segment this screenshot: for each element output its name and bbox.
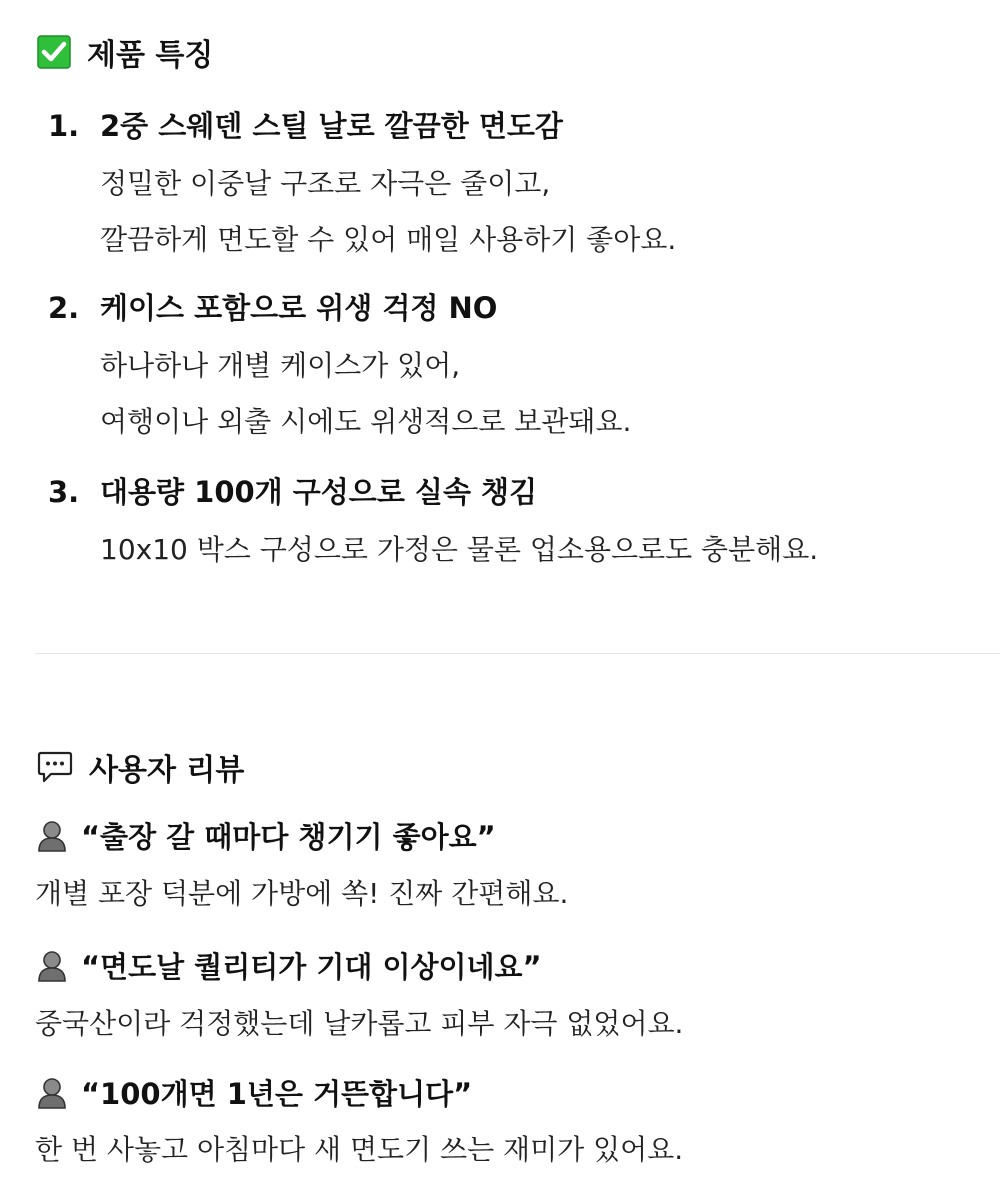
feature-item-2-title bbox=[48, 286, 497, 327]
feature-item-2-number: 2. bbox=[48, 291, 80, 325]
person-silhouette-icon bbox=[37, 950, 67, 982]
review-item-2-title-text: “면도날 퀄리티가 기대 이상이네요” bbox=[81, 950, 542, 984]
feature-item-2-line-1: 하나하나 개별 케이스가 있어, bbox=[100, 349, 461, 382]
review-item-3-title-text: “100개면 1년은 거뜬합니다” bbox=[81, 1077, 473, 1111]
review-item-2-body: 중국산이라 걱정했는데 날카롭고 피부 자극 없었어요. bbox=[35, 1007, 684, 1040]
person-silhouette-icon bbox=[37, 1077, 67, 1109]
review-item-1-title-text: “출장 갈 때마다 챙기기 좋아요” bbox=[81, 820, 496, 854]
feature-item-1-number: 1. bbox=[48, 109, 80, 143]
reviews-heading-label: 사용자 리뷰 bbox=[89, 753, 245, 788]
feature-item-3-title bbox=[48, 470, 537, 511]
review-item-3-title bbox=[37, 1072, 472, 1113]
feature-item-2-title-text: 케이스 포함으로 위생 걱정 NO bbox=[100, 291, 498, 325]
review-item-2-title bbox=[37, 945, 542, 986]
speech-bubble-icon bbox=[37, 750, 73, 784]
feature-item-1-title-text: 2중 스웨덴 스틸 날로 깔끔한 면도감 bbox=[100, 109, 563, 143]
person-silhouette-icon bbox=[37, 820, 67, 852]
review-item-1-title bbox=[37, 815, 496, 856]
feature-item-1-line-2: 깔끔하게 면도할 수 있어 매일 사용하기 좋아요. bbox=[100, 223, 677, 256]
feature-item-3-title-text: 대용량 100개 구성으로 실속 챙김 bbox=[100, 475, 538, 509]
feature-item-3-line-1: 10x10 박스 구성으로 가정은 물론 업소용으로도 충분해요. bbox=[100, 533, 819, 566]
section-divider bbox=[35, 653, 1000, 654]
check-mark-button-icon bbox=[37, 35, 71, 69]
review-item-1-body: 개별 포장 덕분에 가방에 쏙! 진짜 간편해요. bbox=[35, 877, 569, 910]
reviews-heading bbox=[37, 745, 244, 789]
feature-item-1-title bbox=[48, 104, 563, 145]
review-item-3-body: 한 번 사놓고 아침마다 새 면도기 쓰는 재미가 있어요. bbox=[35, 1133, 684, 1166]
features-heading-label: 제품 특징 bbox=[87, 38, 214, 73]
feature-item-3-number: 3. bbox=[48, 475, 80, 509]
feature-item-2-line-2: 여행이나 외출 시에도 위생적으로 보관돼요. bbox=[100, 405, 632, 438]
features-heading bbox=[37, 30, 213, 74]
feature-item-1-line-1: 정밀한 이중날 구조로 자극은 줄이고, bbox=[100, 167, 551, 200]
